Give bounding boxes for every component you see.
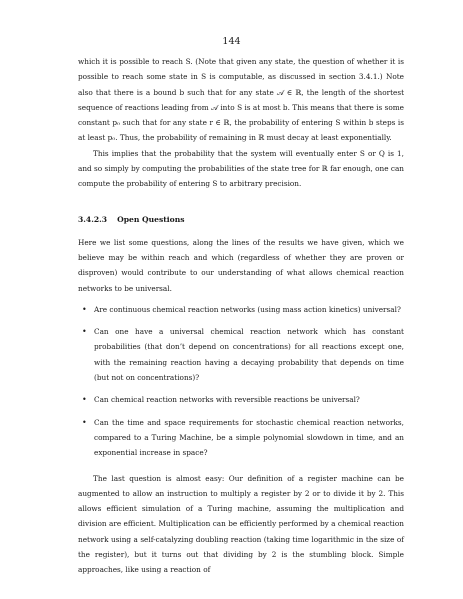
page-number: 144 — [222, 36, 241, 47]
question-text: Can the time and space requirements for stochastic chemical reaction networks, compared to a Turing Machine, be a simple polynomial slowdown in time, and an exponential increase in space? — [94, 417, 404, 458]
question-text: Can chemical reaction networks with reversible reactions be universal? — [94, 395, 360, 405]
open-questions-list — [78, 302, 404, 461]
bullet-icon: • — [82, 395, 87, 405]
section-intro: Here we list some questions, along the lines of the results we have given, which we believe may be within reach and which (regardless of whether they are proven or disproven) would contribute to our understanding of what allows chemical reaction networks to be universal. — [78, 237, 404, 293]
list-item — [78, 392, 404, 407]
list-item — [78, 415, 404, 461]
paragraph-reachability: which it is possible to reach S. (Note that given any state, the question of whether it is possible to reach some state in S is computable, as discussed in section 3.4.1.) Note also that there is a bound b such that for any state 𝒜 ∈ ℝ, the length of the shortest sequence of reactions leading from 𝒜 into S is at most b. This means that there is some constant p₀ such that for any state r ∈ ℝ, the probability of entering S within b steps is at least p₀. Thus, the probability of remaining in ℝ must decay at least exponentially. — [78, 57, 404, 143]
bullet-icon: • — [82, 327, 87, 337]
paragraph-closing: The last question is almost easy: Our definition of a register machine can be augmented to allow an instruction to multiply a register by 2 or to divide it by 2. This allows efficient simulation of a Turing machine, assuming the multiplication and division are efficient. Multiplication can be efficiently performed by a chemical reaction network using a self-catalyzing doubling reaction (taking time logarithmic in the size of the register), but it turns out that dividing by 2 is the stumbling block. Simple approaches, like using a reaction of — [78, 473, 404, 575]
section-number: 3.4.2.3 — [78, 214, 108, 224]
page-body — [78, 54, 404, 578]
question-text: Can one have a universal chemical reaction network which has constant probabilities (that don’t depend on concentrations) for all reactions except one, with the remaining reaction having a decaying probability that depends on time (but not on concentrations)? — [94, 327, 404, 383]
section-title: Open Questions — [117, 214, 185, 224]
bullet-icon: • — [82, 304, 87, 314]
bullet-icon: • — [82, 417, 87, 427]
list-item — [78, 302, 404, 317]
question-text: Are continuous chemical reaction networks (using mass action kinetics) universal? — [94, 304, 401, 314]
paragraph-probability: This implies that the probability that the system will eventually enter S or Q is 1, and so simply by computing the probabilities of the state tree for ℝ far enough, one can compute the probability of entering S to arbitrary precision. — [78, 148, 404, 189]
section-heading — [78, 212, 404, 227]
list-item — [78, 324, 404, 385]
